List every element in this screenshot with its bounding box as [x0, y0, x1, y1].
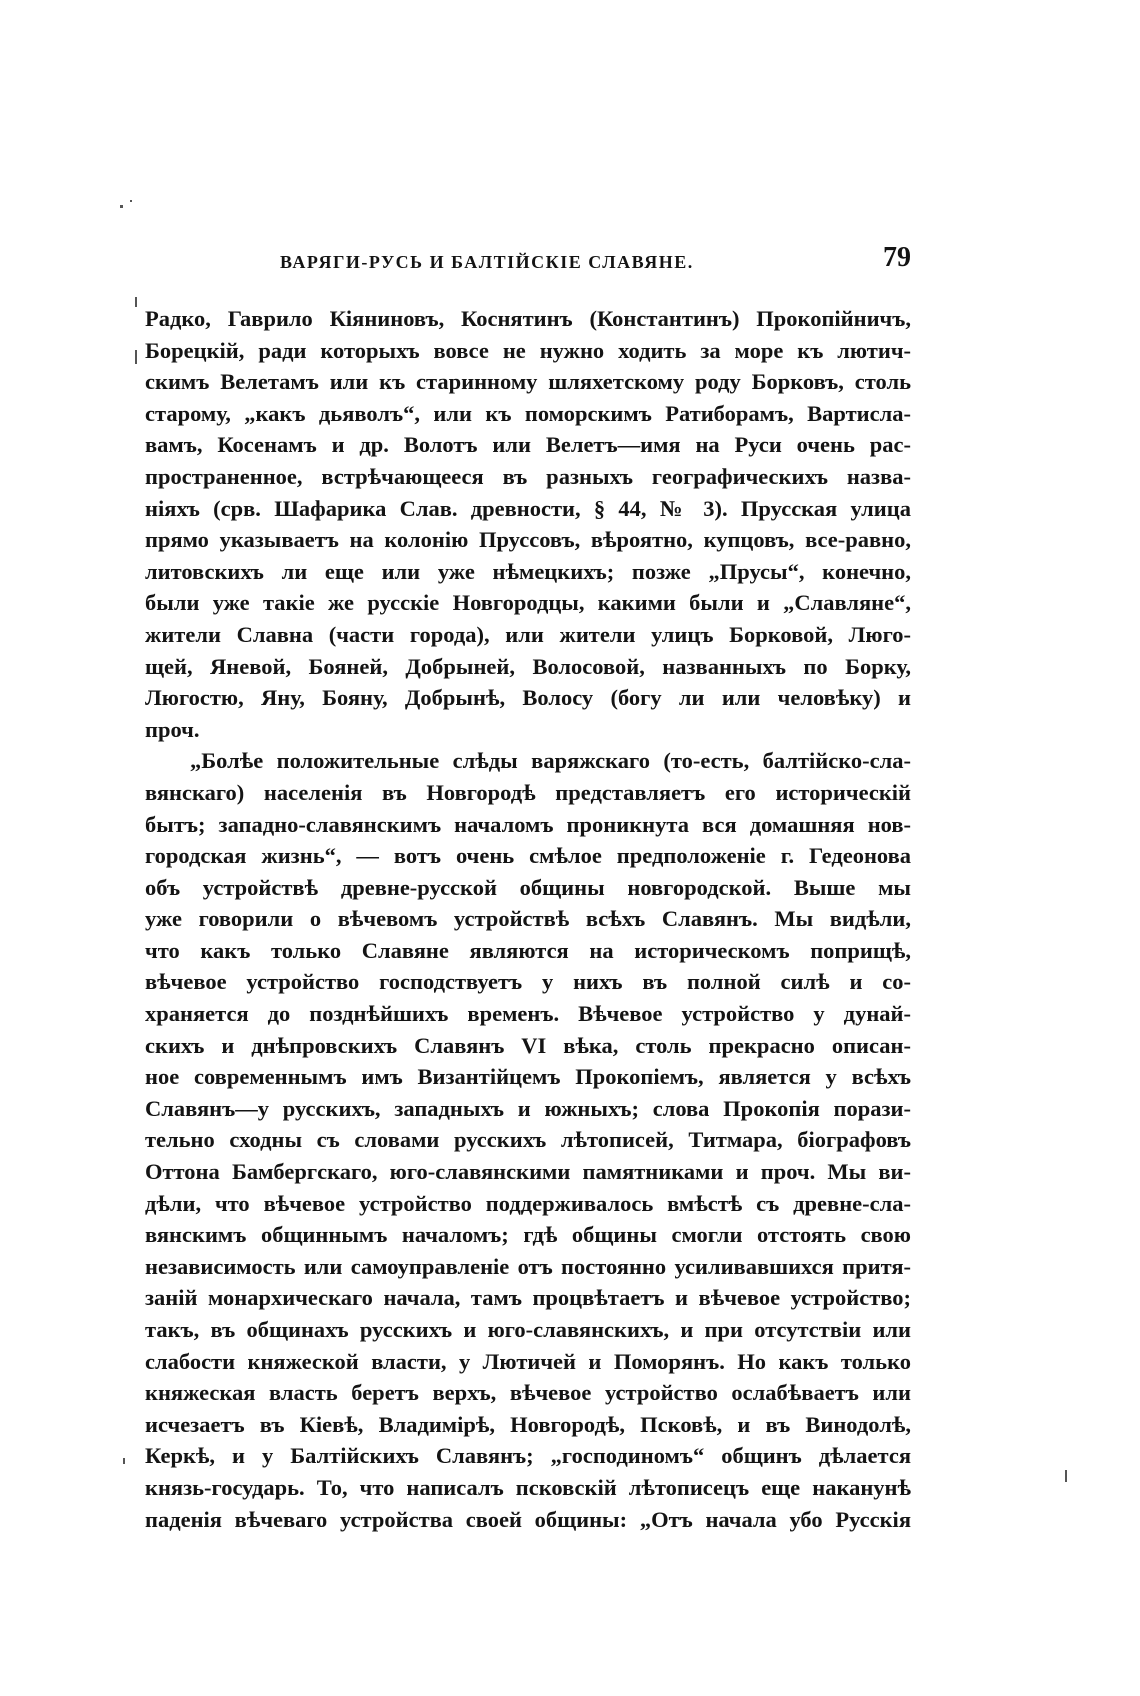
- text-line: храняется до позднѣйшихъ временъ. Вѣчевое устройство у дунай-: [145, 1001, 911, 1027]
- text-line: проч.: [145, 716, 200, 742]
- text-line: уже говорили о вѣчевомъ устройствѣ всѣхъ Славянъ. Мы видѣли,: [145, 906, 911, 932]
- page-header: [145, 242, 911, 282]
- text-line: княжеская власть беретъ верхъ, вѣчевое устройство ослабѣваетъ или: [145, 1380, 911, 1406]
- margin-mark: [1065, 1470, 1067, 1482]
- body-text: [145, 303, 911, 1535]
- text-line: пространенное, встрѣчающееся въ разныхъ географическихъ назва-: [145, 463, 911, 489]
- text-line: бытъ; западно-славянскимъ началомъ проникнута вся домашняя нов-: [145, 811, 911, 837]
- text-line: литовскихъ ли еще или уже нѣмецкихъ; позже „Прусы“, конечно,: [145, 558, 911, 584]
- text-line: исчезаетъ въ Кіевѣ, Владимірѣ, Новгородѣ, Псковѣ, и въ Винодолѣ,: [145, 1411, 911, 1437]
- paragraph-2: [145, 745, 911, 1535]
- text-line: „Болѣе положительные слѣды варяжскаго (то-есть, балтійско-сла-: [190, 748, 911, 774]
- text-line: паденія вѣчеваго устройства своей общины: „Отъ начала убо Русскія: [145, 1506, 911, 1532]
- text-line: заній монархическаго начала, тамъ процвѣтаетъ и вѣчевое устройство;: [145, 1285, 911, 1311]
- page-number: 79: [883, 242, 911, 273]
- text-line: ніяхъ (срв. Шафарика Слав. древности, § 44, № 3). Прусская улица: [145, 495, 911, 521]
- margin-mark: [135, 297, 137, 307]
- text-line: прямо указываетъ на колонію Пруссовъ, вѣроятно, купцовъ, все-равно,: [145, 527, 911, 553]
- text-line: Радко, Гаврило Кіяниновъ, Коснятинъ (Константинъ) Прокопійничъ,: [145, 306, 911, 331]
- text-line: щей, Яневой, Бояней, Добрыней, Волосовой, названныхъ по Борку,: [145, 653, 911, 679]
- text-line: вянскимъ общиннымъ началомъ; гдѣ общины смогли отстоять свою: [145, 1222, 911, 1248]
- margin-mark: [135, 350, 137, 364]
- text-line: вамъ, Косенамъ и др. Волотъ или Велетъ—имя на Руси очень рас-: [145, 432, 911, 458]
- text-line: скихъ и днѣпровскихъ Славянъ VI вѣка, столь прекрасно описан-: [145, 1032, 911, 1058]
- text-line: дѣли, что вѣчевое устройство поддерживалось вмѣстѣ съ древне-сла-: [145, 1190, 911, 1216]
- text-line: такъ, въ общинахъ русскихъ и юго-славянскихъ, и при отсутствіи или: [145, 1317, 911, 1342]
- text-line: жители Славна (части города), или жители улицъ Борковой, Люго-: [145, 621, 911, 647]
- text-line: ное современнымъ имъ Византійцемъ Прокопіемъ, является у всѣхъ: [145, 1064, 911, 1090]
- text-line: вѣчевое устройство господствуетъ у нихъ въ полной силѣ и со-: [145, 969, 911, 995]
- text-line: что какъ только Славяне являются на историческомъ поприщѣ,: [145, 937, 911, 963]
- text-line: Керкѣ, и у Балтійскихъ Славянъ; „господиномъ“ общинъ дѣлается: [145, 1443, 911, 1469]
- text-line: независимость или самоуправленіе отъ постоянно усиливавшихся притя-: [145, 1253, 911, 1279]
- text-line: объ устройствѣ древне-русской общины новгородской. Выше мы: [145, 874, 911, 900]
- paragraph-1: [145, 303, 911, 745]
- text-line: вянскаго) населенія въ Новгородѣ представляетъ его историческій: [145, 779, 911, 805]
- running-title: ВАРЯГИ-РУСЬ И БАЛТІЙСКІЕ СЛАВЯНЕ.: [280, 252, 694, 272]
- print-speck: [120, 205, 123, 208]
- text-line: городская жизнь“, — вотъ очень смѣлое предположеніе г. Гедеонова: [145, 843, 911, 869]
- text-line: были уже такіе же русскіе Новгородцы, какими были и „Славляне“,: [145, 590, 911, 616]
- text-line: тельно сходны съ словами русскихъ лѣтописей, Титмара, біографовъ: [145, 1127, 911, 1153]
- text-line: Люгостю, Яну, Бояну, Добрынѣ, Волосу (богу ли или человѣку) и: [145, 685, 911, 711]
- print-speck: [130, 200, 132, 202]
- print-speck: [123, 1458, 125, 1464]
- text-line: скимъ Велетамъ или къ старинному шляхетскому роду Борковъ, столь: [145, 369, 911, 395]
- text-line: слабости княжеской власти, у Лютичей и Поморянъ. Но какъ только: [145, 1348, 911, 1374]
- text-line: Борецкій, ради которыхъ вовсе не нужно ходить за море къ лютич-: [145, 337, 911, 363]
- text-line: старому, „какъ дьяволъ“, или къ поморскимъ Ратиборамъ, Вартисла-: [145, 400, 911, 426]
- text-line: князь-государь. То, что написалъ псковскій лѣтописецъ еще наканунѣ: [145, 1474, 911, 1500]
- text-line: Славянъ—у русскихъ, западныхъ и южныхъ; слова Прокопія порази-: [145, 1095, 911, 1121]
- text-line: Оттона Бамбергскаго, юго-славянскими памятниками и проч. Мы ви-: [145, 1159, 911, 1185]
